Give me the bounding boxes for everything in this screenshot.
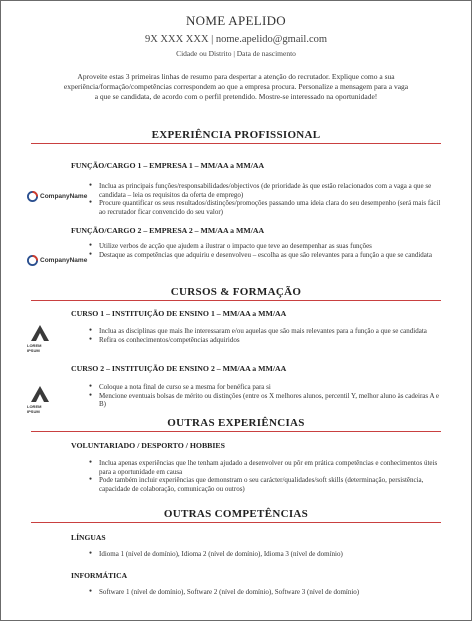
- course-bullets: [1, 327, 471, 344]
- job-title: FUNÇÃO/CARGO 1 – EMPRESA 1 – MM/AA a MM/AA: [71, 161, 265, 170]
- company-logo-text: CompanyName: [40, 257, 88, 264]
- list-item: ● Utilize verbos de acção que ajudem a ilustrar o impacto que teve ao desempenhar as suas funções: [87, 242, 443, 251]
- other-experience-title: VOLUNTARIADO / DESPORTO / HOBBIES: [71, 441, 225, 450]
- company-logo-text: CompanyName: [40, 193, 88, 200]
- full-name: NOME APELIDO: [185, 13, 286, 28]
- job-title: FUNÇÃO/CARGO 2 – EMPRESA 2 – MM/AA a MM/AA: [71, 226, 265, 235]
- section-divider: [31, 143, 441, 144]
- languages-title: LÍNGUAS: [71, 533, 106, 542]
- section-title-other-skills: OUTRAS COMPETÊNCIAS: [163, 508, 309, 520]
- list-item: ● Mencione eventuais bolsas de mérito ou distinções (entre os X melhores alunos, percentil Y, melhor aluno às cadeiras A e B): [87, 392, 443, 409]
- section-other-skills: [1, 508, 471, 523]
- list-item: ● Idioma 1 (nível de domínio), Idioma 2 (nível de domínio), Idioma 3 (nível de domínio): [87, 550, 443, 559]
- list-item: ● Procure quantificar os seus resultados/distinções/promoções passando uma ideia clara do seu desempenho (será mais fácil ao recrutador ficar convencido do seu valor): [87, 199, 443, 216]
- course-bullets: [1, 383, 471, 409]
- job-entry-2: [1, 226, 471, 235]
- resume-header: [1, 1, 471, 58]
- languages-bullets: [1, 550, 471, 559]
- list-item: ● Pode também incluir experiências que demonstram o seu carácter/qualidades/soft skills (determinação, persistência, capacidade de colaboração, comunicação ou outros): [87, 476, 443, 493]
- intro-line-1: Aproveite estas 3 primeiras linhas de resumo para despertar a atenção do recrutador. Explique como a sua: [77, 72, 395, 81]
- intro-summary: [29, 72, 443, 102]
- job-bullets: [1, 242, 471, 259]
- school-logo-text: LOREM IPSUM: [27, 404, 42, 414]
- section-divider: [31, 522, 441, 523]
- section-divider: [31, 431, 441, 432]
- intro-line-3: a que se candidata, de acordo com o perfil pretendido. Mostre-se interessado na oportunidade!: [94, 92, 378, 101]
- it-bullets: [1, 588, 471, 597]
- list-item: ● Inclua as disciplinas que mais lhe interessaram e/ou aquelas que são mais relevantes para a função a que se candidata: [87, 327, 443, 336]
- list-item: ● Inclua as principais funções/responsabilidades/objectivos (de prioridade às que estão relacionados com a vaga a que se candidata – leia os requisitos da oferta de emprego): [87, 182, 443, 199]
- course-entry-2: [1, 364, 471, 373]
- intro-line-2: experiência/formação/competências correspondem ao que a empresa procura. Personalize a mensagem para a vaga: [63, 82, 409, 91]
- list-item: ● Refira os conhecimentos/competências adquiridos: [87, 336, 443, 345]
- section-title-courses: CURSOS & FORMAÇÃO: [170, 286, 302, 298]
- it-title: INFORMÁTICA: [71, 571, 128, 580]
- course-title: CURSO 1 – INSTITUIÇÃO DE ENSINO 1 – MM/AA a MM/AA: [71, 309, 287, 318]
- list-item: ● Destaque as competências que adquiriu e desenvolveu – escolha as que são relevantes para a função a que se candidata: [87, 251, 443, 260]
- address-line: Cidade ou Distrito | Data de nascimento: [176, 49, 296, 58]
- school-logo-text: LOREM IPSUM: [27, 343, 42, 353]
- section-other-experience: [1, 417, 471, 432]
- section-divider: [31, 300, 441, 301]
- section-experience: [1, 129, 471, 144]
- contact-line: 9X XXX XXX | nome.apelido@gmail.com: [144, 34, 328, 45]
- section-courses: [1, 286, 471, 301]
- list-item: ● Coloque a nota final de curso se a mesma for benéfica para si: [87, 383, 443, 392]
- section-title-other-experience: OUTRAS EXPERIÊNCIAS: [167, 417, 305, 429]
- list-item: ● Software 1 (nível de domínio), Software 2 (nível de domínio), Software 3 (nível de domínio): [87, 588, 443, 597]
- section-title-experience: EXPERIÊNCIA PROFISSIONAL: [151, 129, 321, 141]
- languages-block: [1, 533, 471, 542]
- other-experience-bullets: [1, 459, 471, 493]
- course-title: CURSO 2 – INSTITUIÇÃO DE ENSINO 2 – MM/AA a MM/AA: [71, 364, 287, 373]
- list-item: ● Inclua apenas experiências que lhe tenham ajudado a desenvolver ou pôr em prática competências e conhecimentos úteis para a oportunidade em causa: [87, 459, 443, 476]
- course-entry-1: [1, 309, 471, 318]
- job-bullets: [1, 182, 471, 216]
- other-experience-entry: [1, 441, 471, 450]
- job-entry-1: [1, 161, 471, 170]
- it-block: [1, 571, 471, 580]
